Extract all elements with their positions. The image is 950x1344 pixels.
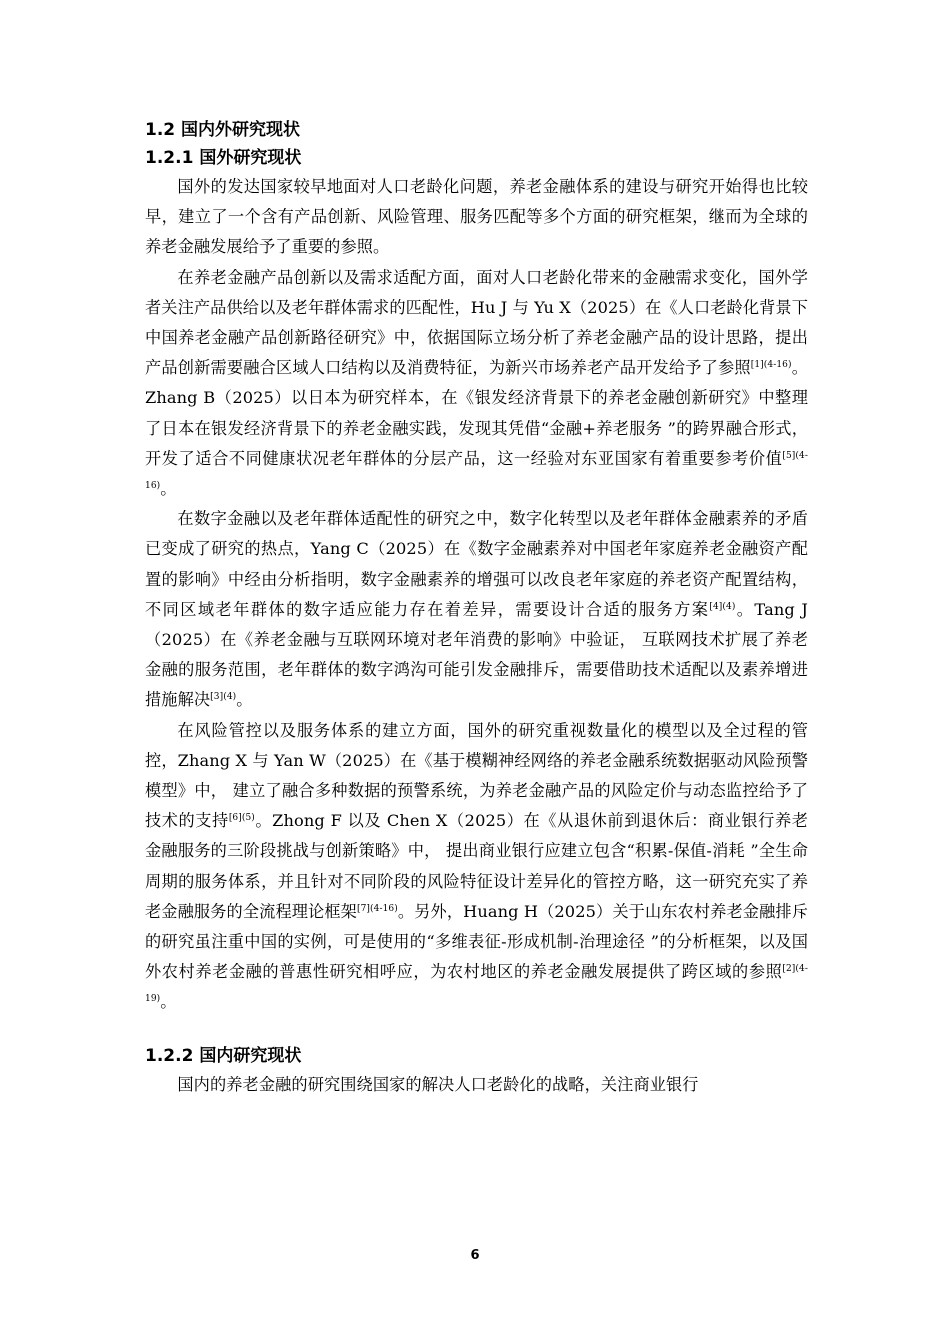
citation: [2](4-19) xyxy=(145,964,808,1005)
text-run: 。Zhong F 以及 Chen X（2025）在《从退休前到退休后：商业银行养老金融服务的三阶段挑战与创新策略》中， 提出商业银行应建立包含“积累-保值-消耗 ”全生命周期的服务体系，并且针对不同阶段的风险特征设计差异化的管控方略，这一研究充实了养老金融服务的全流程理论框架 xyxy=(145,811,808,921)
citation: [1](4-16) xyxy=(750,360,792,371)
text-run: 。另外，Huang H（2025）关于山东农村养老金融排斥的研究虽注重中国的实例，可是使用的“多维表征-形成机制-治理途径 ”的分析框架，以及国外农村养老金融的普惠性研究相呼应，为农村地区的养老金融发展提供了跨区域的参照 xyxy=(145,901,808,982)
citation: [7](4-16) xyxy=(356,903,398,914)
text-run: 在养老金融产品创新以及需求适配方面，面对人口老龄化带来的金融需求变化，国外学者关注产品供给以及老年群体需求的匹配性，Hu J 与 Yu X（2025）在《人口老龄化背景下中国养老金融产品创新路径研究》中，依据国际立场分析了养老金融产品的设计思路，提出产品创新需要融合区域人口结构以及消费特征，为新兴市场养老产品开发给予了参照 xyxy=(145,267,808,378)
citation: [5](4-16) xyxy=(145,450,808,492)
text-run: 。 xyxy=(160,992,177,1012)
text-run: 。 xyxy=(236,690,253,710)
paragraph-intro: 国外的发达国家较早地面对人口老龄化问题，养老金融体系的建设与研究开始得也比较早，建立了一个含有产品创新、风险管理、服务匹配等多个方面的研究框架，继而为全球的养老金融发展给予了重要的参照。 xyxy=(145,177,808,257)
subsection-heading-domestic: 1.2.2 国内研究现状 xyxy=(145,1045,302,1066)
section-heading: 1.2 国内外研究现状 xyxy=(145,120,301,140)
text-run: 在风险管控以及服务体系的建立方面，国外的研究重视数量化的模型以及全过程的管控，Zhang X 与 Yan W（2025）在《基于模糊神经网络的养老金融系统数据驱动风险预警模型》中， 建立了融合多种数据的预警系统，为养老金融产品的风险定价与动态监控给予了技术的支持 xyxy=(145,720,808,831)
paragraph-digital-finance xyxy=(145,504,808,715)
paragraph-domestic: 国内的养老金融的研究围绕国家的解决人口老龄化的战略，关注商业银行 xyxy=(177,1074,699,1094)
paragraph-risk-control xyxy=(145,716,808,1018)
text-run: 。 xyxy=(160,479,177,499)
text-run: 在数字金融以及老年群体适配性的研究之中，数字化转型以及老年群体金融素养的矛盾已变成了研究的热点，Yang C（2025）在《数字金融素养对中国老年家庭养老金融资产配置的影响》中经由分析指明，数字金融素养的增强可以改良老年家庭的养老资产配置结构，不同区域老年群体的数字适应能力存在着差异，需要设计合适的服务方案 xyxy=(145,509,808,619)
page-content xyxy=(145,116,808,1100)
citation: [6](5) xyxy=(228,813,255,824)
paragraph-product-innovation xyxy=(145,263,808,505)
text-run: 。Zhang B（2025）以日本为研究样本，在《银发经济背景下的养老金融创新研究》中整理了日本在银发经济背景下的养老金融实践，发现其凭借“金融+养老服务 ”的跨界融合形式，开发了适合不同健康状况老年群体的分层产品，这一经验对东亚国家有着重要参考价值 xyxy=(145,358,808,468)
subsection-heading-foreign: 1.2.1 国外研究现状 xyxy=(145,148,302,168)
text-run: 。Tang J（2025）在《养老金融与互联网环境对老年消费的影响》中验证， 互联网技术扩展了养老金融的服务范围，老年群体的数字鸿沟可能引发金融排斥，需要借助技术适配以及素养增进措施解决 xyxy=(145,599,808,710)
page-number: 6 xyxy=(470,1248,480,1263)
citation: [3](4) xyxy=(210,692,237,703)
citation: [4](4) xyxy=(709,601,736,612)
